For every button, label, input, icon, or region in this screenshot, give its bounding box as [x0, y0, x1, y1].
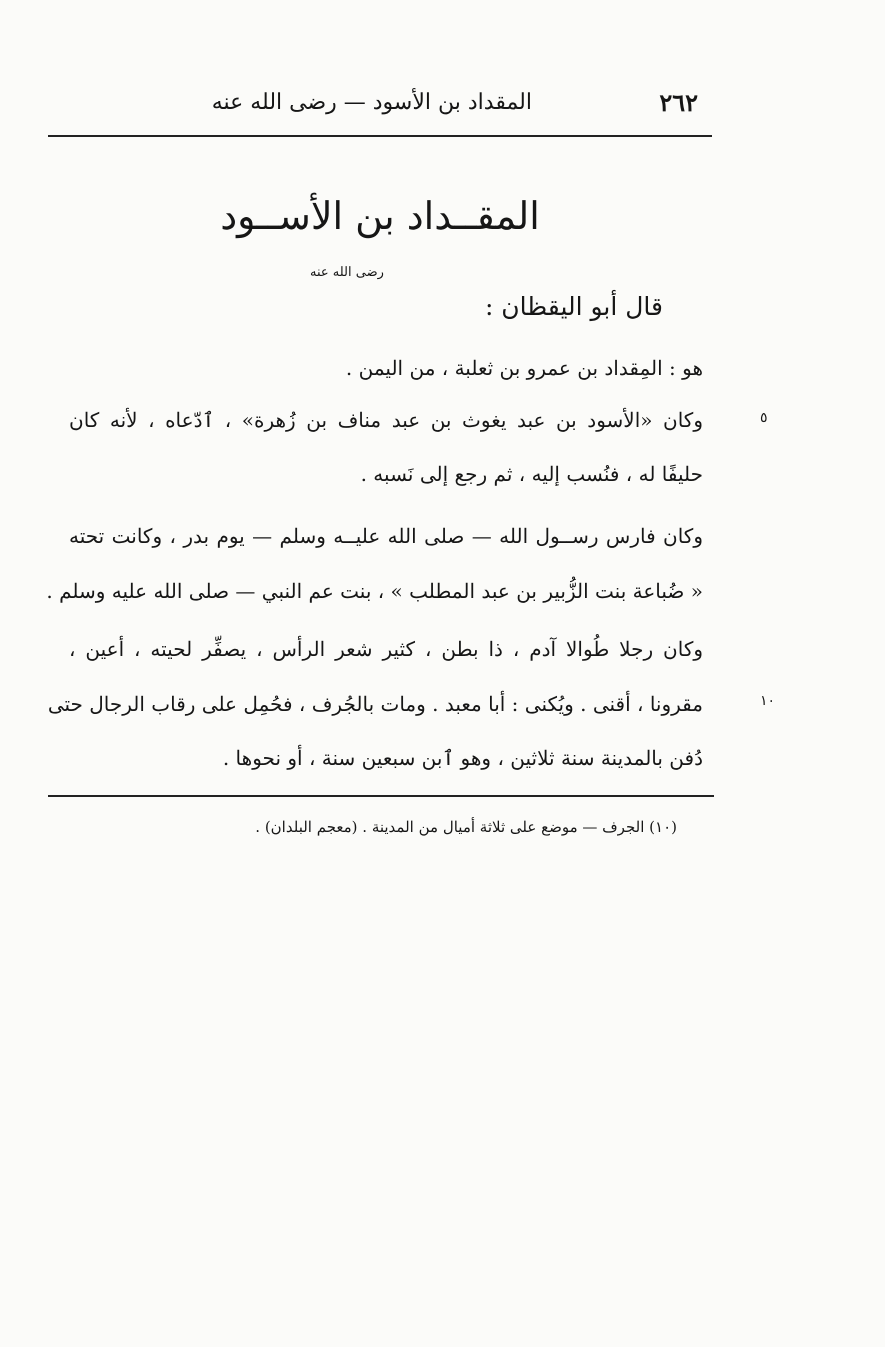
- running-title: المقداد بن الأسود — رضى الله عنه: [211, 90, 532, 115]
- chapter-subtitle: رضى الله عنه: [310, 265, 384, 280]
- body-line: وكان رجلا طُوالا آدم ، ذا بطن ، كثير شعر الرأس ، يصفِّر لحيته ، أعين ،: [69, 637, 703, 661]
- footnote-rule: [48, 795, 714, 797]
- body-line: وكان «الأسود بن عبد يغوث بن عبد مناف بن زُهرة» ، ٱدّعاه ، لأنه كان: [69, 408, 703, 432]
- header-rule: [48, 135, 712, 137]
- page-number: ٢٦٢: [659, 88, 698, 117]
- body-line: وكان فارس رســول الله — صلى الله عليــه وسلم — يوم بدر ، وكانت تحته: [69, 524, 703, 548]
- body-line: دُفن بالمدينة سنة ثلاثين ، وهو ٱبن سبعين سنة ، أو نحوها .: [222, 746, 703, 770]
- line-number-marker: ١٠: [760, 693, 776, 709]
- body-line: حليفًا له ، فنُسب إليه ، ثم رجع إلى نَسبه .: [360, 462, 703, 486]
- source-line: قال أبو اليقظان :: [484, 292, 663, 321]
- body-line: هو : المِقداد بن عمرو بن ثعلبة ، من اليمن .: [345, 356, 703, 380]
- chapter-title: المقــداد بن الأســود: [220, 194, 540, 238]
- footnote: (١٠) الجرف — موضع على ثلاثة أميال من المدينة . (معجم البلدان) .: [255, 818, 677, 836]
- line-number-marker: ٥: [760, 410, 768, 426]
- page-header: [48, 84, 712, 132]
- body-line: « ضُباعة بنت الزُّبير بن عبد المطلب » ، بنت عم النبي — صلى الله عليه وسلم .: [46, 579, 703, 603]
- body-line: مقرونا ، أقنى . ويُكنى : أبا معبد . ومات بالجُرف ، فحُمِل على رقاب الرجال حتى: [47, 692, 703, 716]
